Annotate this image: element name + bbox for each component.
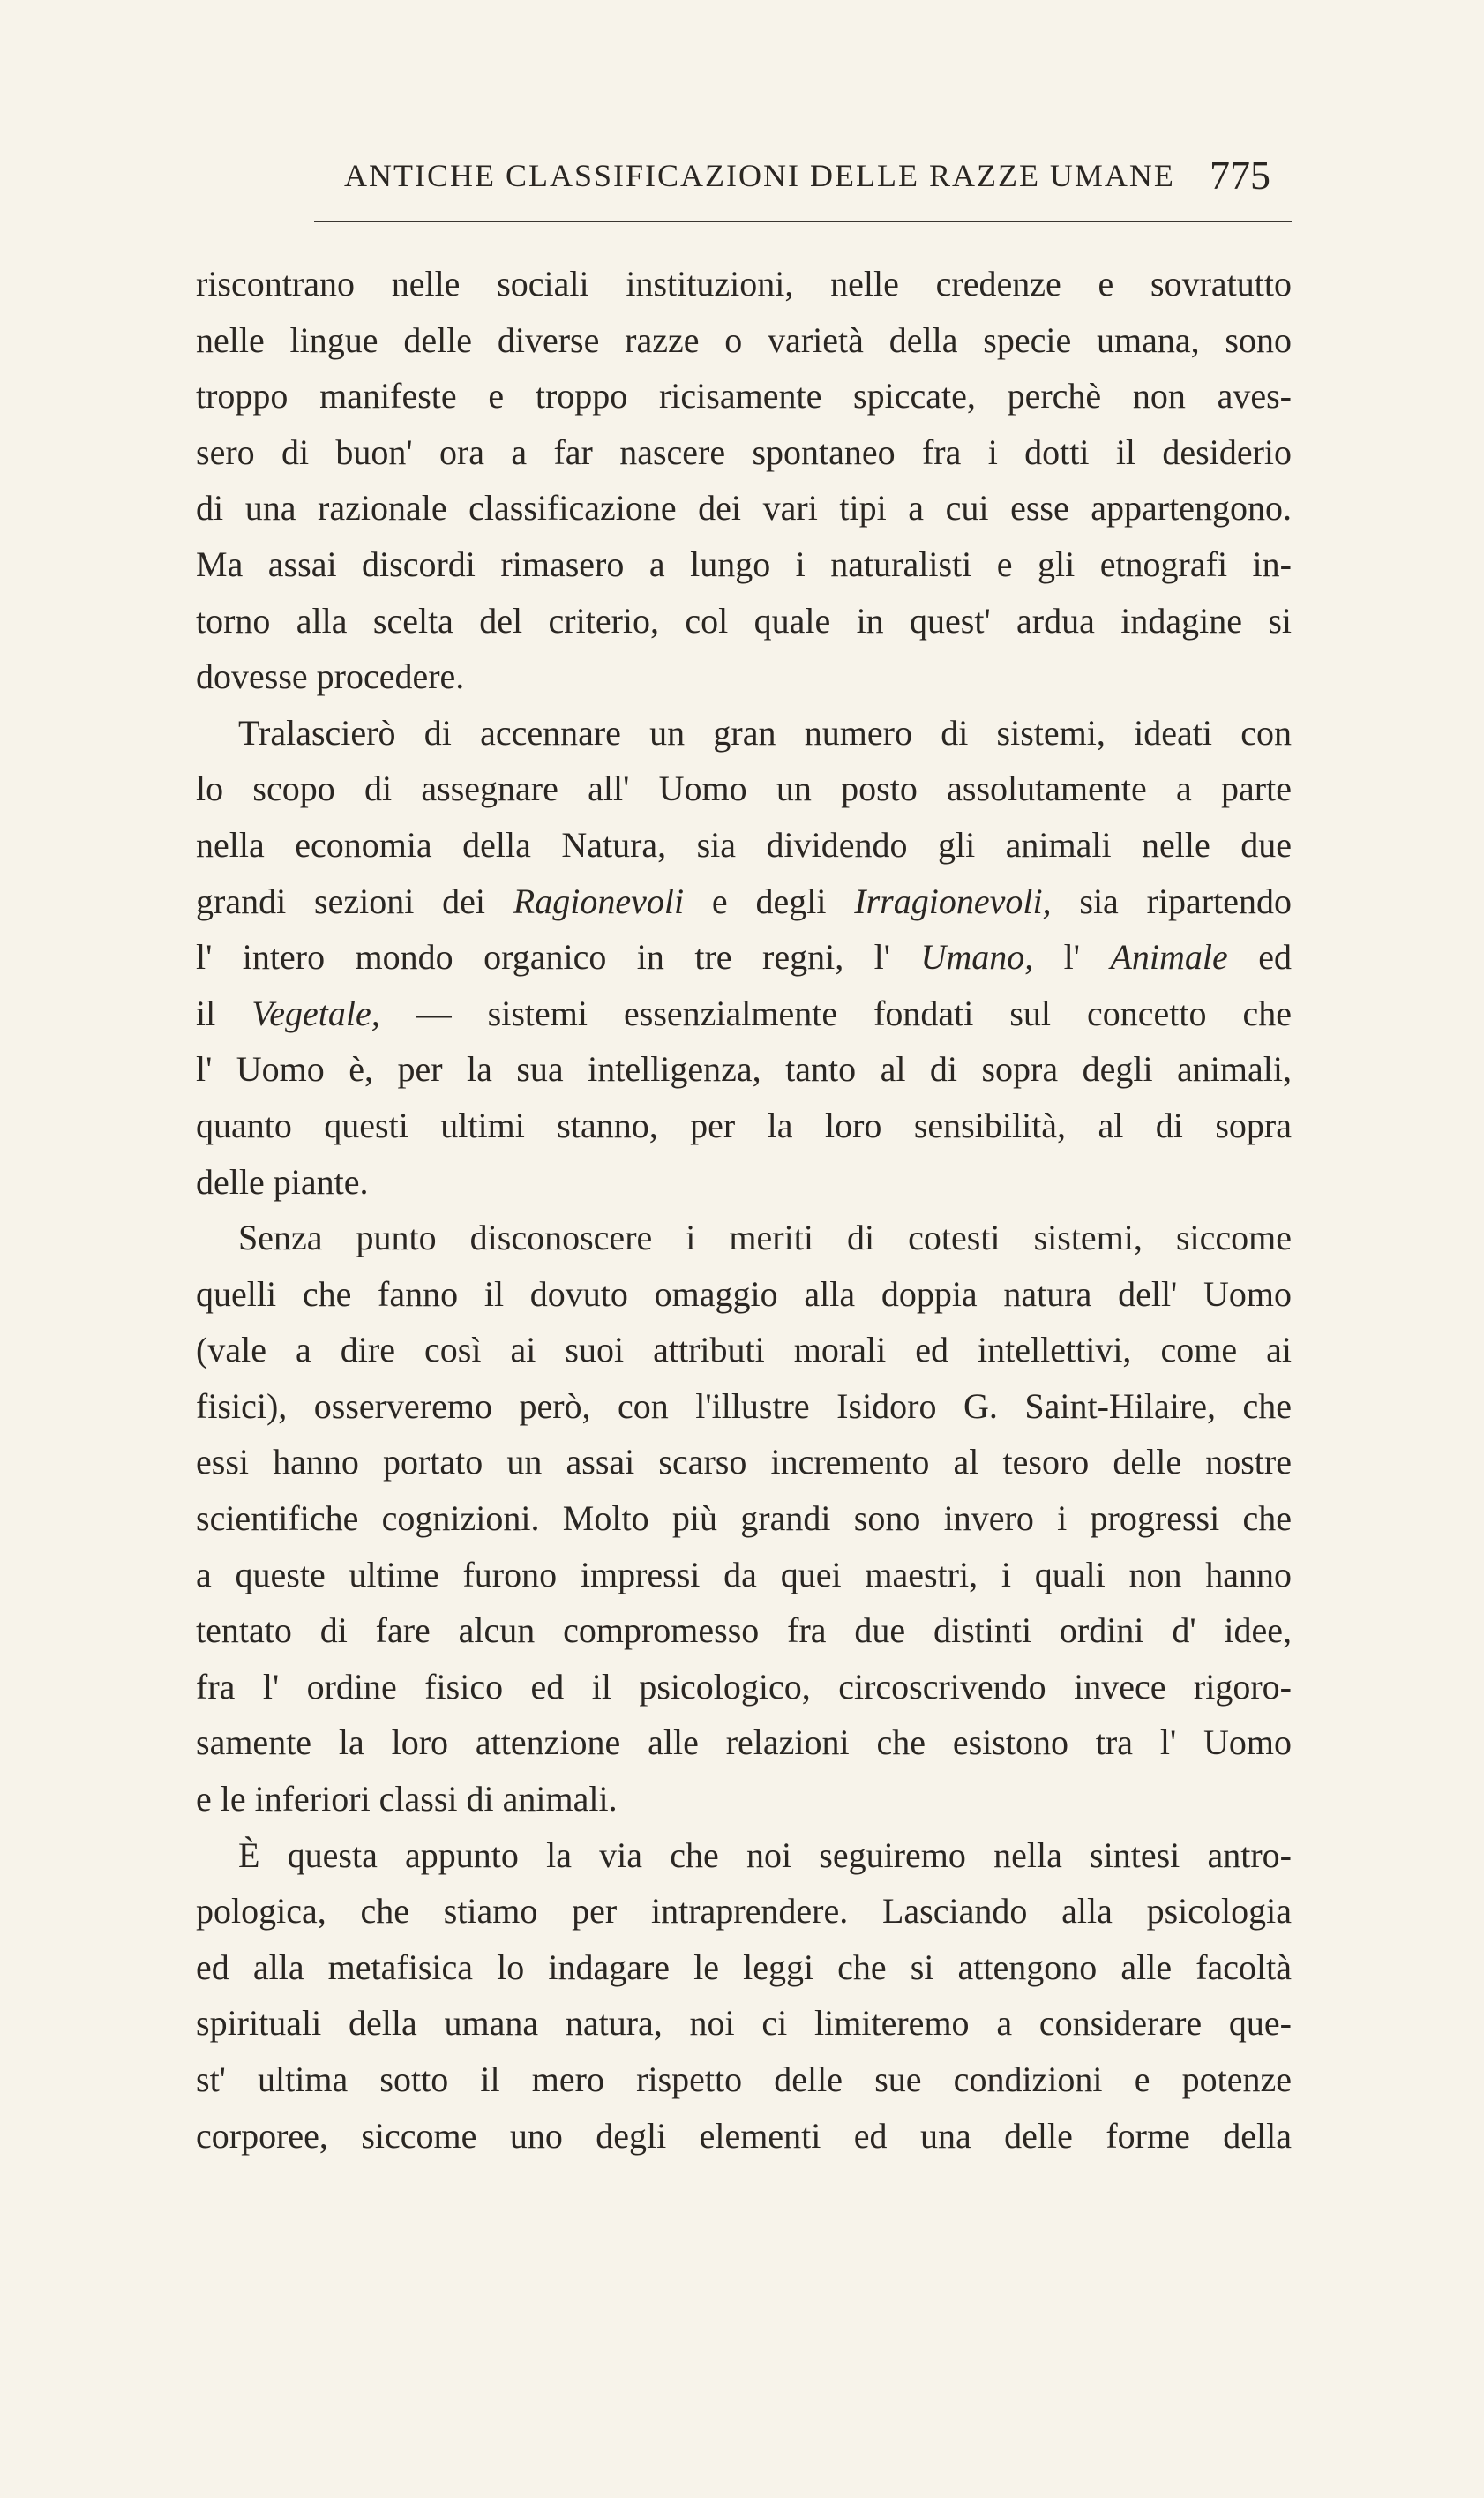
text-segment: torno alla scelta del criterio, col quale in quest' ardua indagine si [196,600,1292,641]
text-segment: sia ripartendo [1051,881,1292,921]
text-line [196,1659,1292,1715]
text-line [196,312,1292,369]
text-segment: tentato di fare alcun compromesso fra due distinti ordini d' idee, [196,1610,1292,1651]
text-segment: e degli [684,881,855,921]
text-line [196,705,1292,761]
text-line [196,424,1292,481]
text-segment: riscontrano nelle sociali instituzioni, nelle credenze e sovratutto [196,264,1292,304]
text-segment: l' [1033,937,1111,978]
text-line [196,1098,1292,1154]
text-line [196,1322,1292,1378]
text-line [196,1378,1292,1435]
text-line [196,1995,1292,2052]
text-segment: Senza punto disconoscere i meriti di cotesti sistemi, siccome [238,1218,1292,1258]
text-line [196,986,1292,1042]
page-number: 775 [1210,153,1270,198]
text-segment: samente la loro attenzione alle relazioni che esistono tra l' Uomo [196,1722,1292,1763]
text-line [196,649,1292,705]
text-segment: quanto questi ultimi stanno, per la loro sensibilità, al di sopra [196,1105,1292,1145]
text-segment: il [196,993,252,1033]
text-line [196,1602,1292,1659]
text-line [196,1714,1292,1771]
text-segment: grandi sezioni dei [196,881,513,921]
text-line [196,761,1292,817]
text-segment: spirituali della umana natura, noi ci limiteremo a considerare que- [196,2003,1292,2044]
text-line [196,480,1292,536]
text-line [196,1210,1292,1266]
page-header [318,152,1288,205]
text-segment: essi hanno portato un assai scarso incremento al tesoro delle nostre [196,1442,1292,1482]
text-line [196,1266,1292,1323]
body-text [196,256,1292,2164]
text-segment: nelle lingue delle diverse razze o varietà della specie umana, sono [196,319,1292,360]
italic-text: Vegetale, [251,993,380,1033]
text-segment: ed [1227,937,1292,978]
text-segment: a queste ultime furono impressi da quei maestri, i quali non hanno [196,1554,1292,1594]
italic-text: Ragionevoli [513,881,685,921]
text-line [196,1154,1292,1211]
italic-text: Umano, [920,937,1034,978]
text-segment: sero di buon' ora a far nascere spontaneo fra i dotti il desiderio [196,431,1292,472]
text-segment: fisici), osserveremo però, con l'illustre Isidoro G. Saint-Hilaire, che [196,1385,1292,1426]
text-segment: e le inferiori classi di animali. [196,1779,618,1819]
text-segment: nella economia della Natura, sia dividendo gli animali nelle due [196,824,1292,865]
text-segment: lo scopo di assegnare all' Uomo un posto assolutamente a parte [196,769,1292,809]
text-segment: corporee, siccome uno degli elementi ed una delle forme della [196,2115,1292,2156]
text-segment: — sistemi essenzialmente fondati sul concetto che [379,993,1292,1033]
text-line [196,929,1292,986]
text-segment: delle piante. [196,1161,369,1202]
text-line [196,1771,1292,1827]
text-line [196,593,1292,649]
text-line [196,2052,1292,2108]
text-line [196,536,1292,593]
italic-text: Irragionevoli, [854,881,1052,921]
text-line [196,817,1292,874]
text-line [196,1827,1292,1884]
text-segment: quelli che fanno il dovuto omaggio alla doppia natura dell' Uomo [196,1273,1292,1314]
text-line [196,874,1292,930]
text-line [196,368,1292,424]
text-segment: dovesse procedere. [196,656,465,697]
text-segment: troppo manifeste e troppo ricisamente spiccate, perchè non aves- [196,376,1292,416]
text-segment: È questa appunto la via che noi seguiremo nella sintesi antro- [238,1834,1292,1875]
text-line [196,1434,1292,1490]
running-head: ANTICHE CLASSIFICAZIONI DELLE RAZZE UMANE [344,158,1175,193]
text-line [196,1883,1292,1939]
text-segment: st' ultima sotto il mero rispetto delle sue condizioni e potenze [196,2059,1292,2099]
text-segment: Ma assai discordi rimasero a lungo i naturalisti e gli etnografi in- [196,544,1292,584]
text-line [196,1939,1292,1996]
text-segment: scientifiche cognizioni. Molto più grandi sono invero i progressi che [196,1498,1292,1539]
text-segment: Tralascierò di accennare un gran numero di sistemi, ideati con [238,712,1292,753]
text-segment: l' Uomo è, per la sua intelligenza, tanto al di sopra degli animali, [196,1049,1292,1090]
text-line [196,1041,1292,1098]
text-line [196,2108,1292,2164]
text-line [196,1547,1292,1603]
text-segment: l' intero mondo organico in tre regni, l' [196,937,921,978]
text-line [196,256,1292,312]
text-segment: (vale a dire così ai suoi attributi morali ed intellettivi, come ai [196,1330,1292,1370]
text-segment: ed alla metafisica lo indagare le leggi che si attengono alle facoltà [196,1947,1292,1987]
text-line [196,1490,1292,1547]
text-segment: fra l' ordine fisico ed il psicologico, circoscrivendo invece rigoro- [196,1666,1292,1707]
header-rule [314,221,1292,222]
italic-text: Animale [1110,937,1228,978]
text-segment: pologica, che stiamo per intraprendere. Lasciando alla psicologia [196,1891,1292,1932]
text-segment: di una razionale classificazione dei vari tipi a cui esse appartengono. [196,488,1292,529]
